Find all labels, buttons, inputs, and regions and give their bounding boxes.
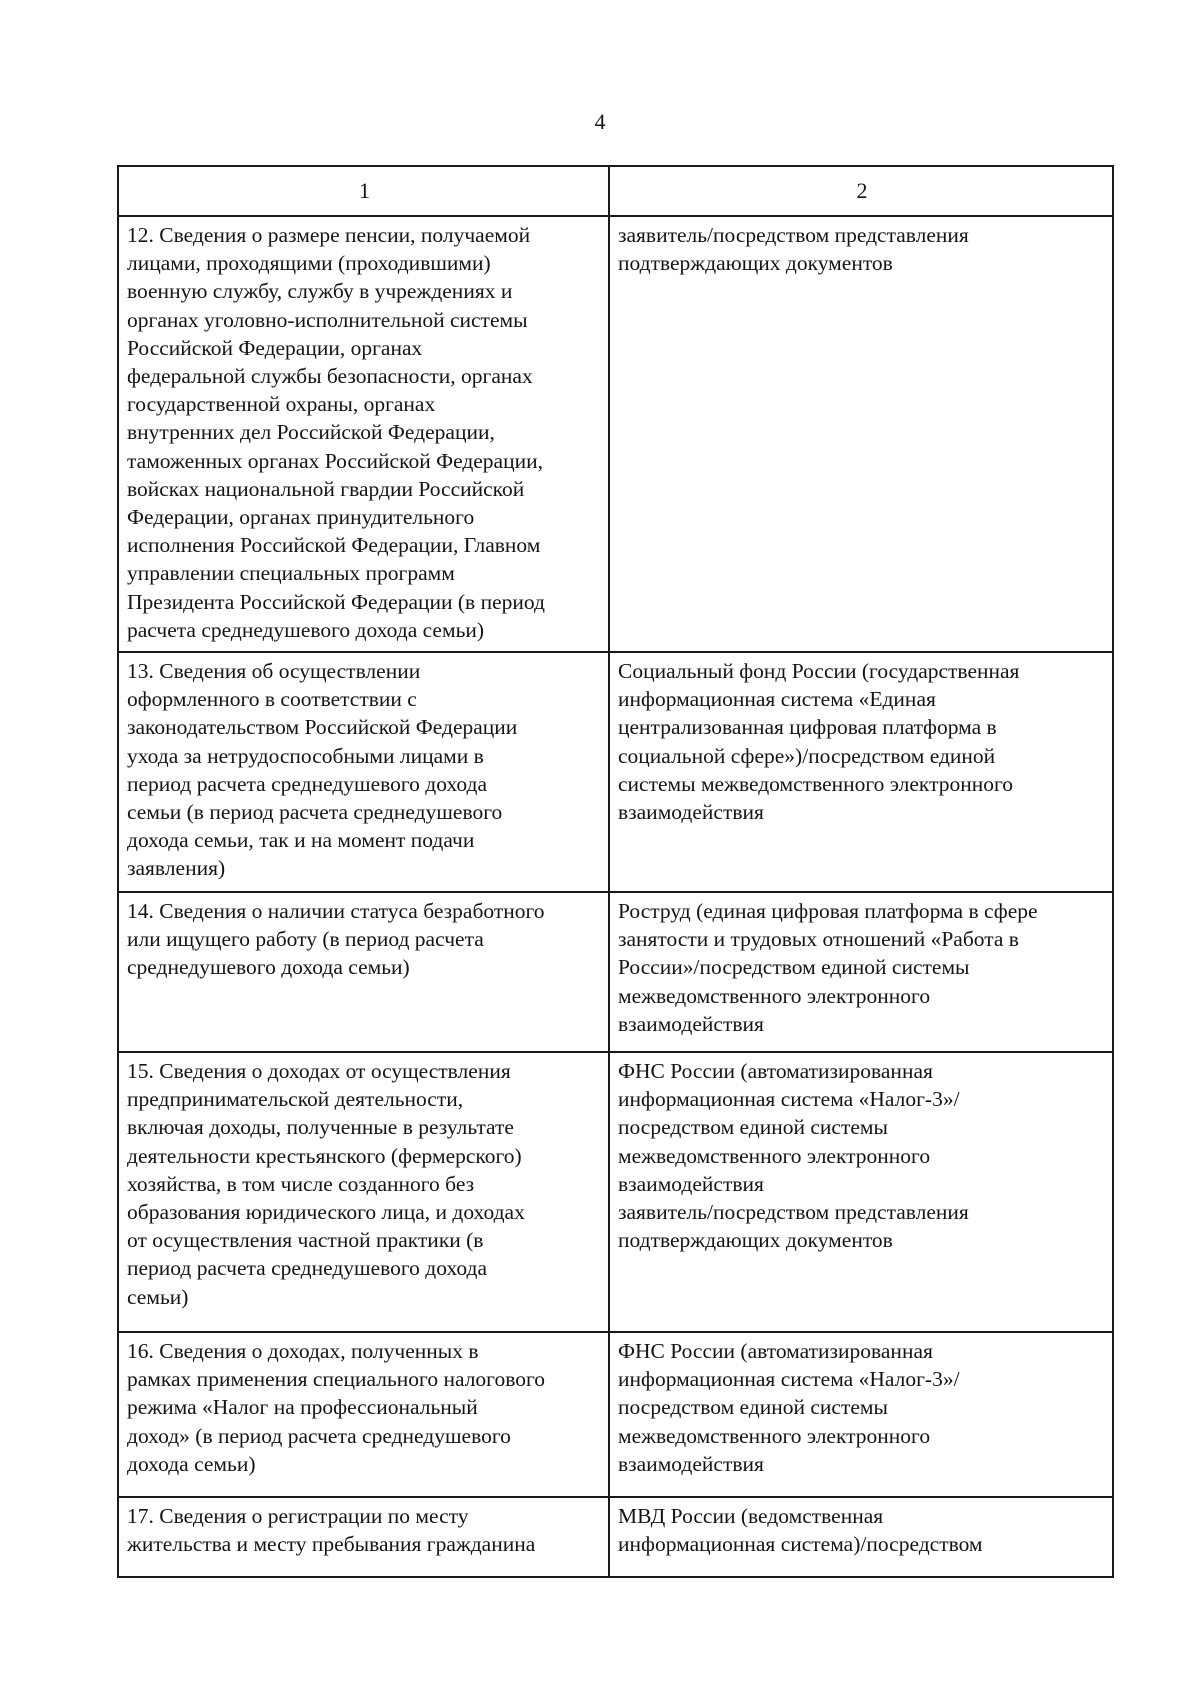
text-line: ухода за нетрудоспособными лицами в — [127, 743, 484, 768]
cell-item-13-source — [609, 652, 1113, 892]
text-line: период расчета среднедушевого дохода — [127, 1256, 487, 1281]
cell-item-17-source — [609, 1497, 1113, 1577]
text-line: или ищущего работу (в период расчета — [127, 927, 484, 952]
text-line: включая доходы, полученные в результате — [127, 1115, 514, 1140]
cell-item-17-subject — [118, 1497, 609, 1577]
text-line: взаимодействия — [618, 1011, 764, 1036]
text-line: рамках применения специального налогового — [127, 1367, 545, 1392]
text-line: федеральной службы безопасности, органах — [127, 364, 533, 389]
text-line: период расчета среднедушевого дохода — [127, 771, 487, 796]
text-line: семьи (в период расчета среднедушевого — [127, 800, 503, 825]
text-line: деятельности крестьянского (фермерского) — [127, 1143, 522, 1168]
text-line: дохода семьи) — [127, 1451, 256, 1476]
text-line: занятости и трудовых отношений «Работа в — [618, 927, 1019, 952]
text-line: межведомственного электронного — [618, 1423, 931, 1448]
table-row-item-17 — [118, 1497, 1113, 1577]
table-row-item-14 — [118, 892, 1113, 1052]
text-line: посредством единой системы — [618, 1395, 888, 1420]
text-line: органах уголовно-исполнительной системы — [127, 307, 528, 332]
text-line: оформленного в соответствии с — [127, 687, 417, 712]
text-line: управлении специальных программ — [127, 561, 455, 586]
text-line: информационная система)/посредством — [618, 1532, 983, 1557]
text-line: семьи) — [127, 1284, 189, 1309]
text-line: МВД России (ведомственная — [618, 1504, 884, 1528]
text-line: Роструд (единая цифровая платформа в сфере — [618, 899, 1038, 923]
text-line: 17. Сведения о регистрации по месту — [127, 1504, 469, 1528]
table-header-row — [118, 166, 1113, 216]
text-line: заявитель/посредством представления — [618, 1200, 969, 1225]
text-line: исполнения Российской Федерации, Главном — [127, 533, 541, 558]
text-line: таможенных органах Российской Федерации, — [127, 448, 543, 473]
text-line: Федерации, органах принудительного — [127, 505, 475, 530]
text-line: Российской Федерации, органах — [127, 335, 423, 360]
text-line: жительства и месту пребывания гражданина — [127, 1532, 536, 1557]
page-number: 4 — [594, 109, 606, 134]
text-line: заявитель/посредством представления — [618, 223, 969, 247]
text-line: лицами, проходящими (проходившими) — [127, 251, 491, 276]
text-line: государственной охраны, органах — [127, 392, 436, 417]
cell-item-16-subject — [118, 1332, 609, 1497]
text-line: образования юридического лица, и доходах — [127, 1200, 525, 1225]
text-line: подтверждающих документов — [618, 251, 893, 276]
column-header-2: 2 — [609, 166, 1113, 216]
text-line: военную службу, службу в учреждениях и — [127, 279, 513, 304]
text-line: информационная система «Единая — [618, 687, 936, 712]
text-line: дохода семьи, так и на момент подачи — [127, 828, 475, 853]
text-line: социальной сфере»)/посредством единой — [618, 743, 996, 768]
text-line: информационная система «Налог-3»/ — [618, 1367, 960, 1392]
column-header-1: 1 — [118, 166, 609, 216]
text-line: посредством единой системы — [618, 1115, 888, 1140]
text-line: 15. Сведения о доходах от осуществления — [127, 1059, 511, 1083]
text-line: России»/посредством единой системы — [618, 955, 970, 980]
cell-item-12-source — [609, 216, 1113, 652]
text-line: взаимодействия — [618, 1451, 764, 1476]
text-line: ФНС России (автоматизированная — [618, 1059, 933, 1083]
text-line: Социальный фонд России (государственная — [618, 659, 1020, 683]
text-line: взаимодействия — [618, 1171, 764, 1196]
table-row-item-15 — [118, 1052, 1113, 1332]
text-line: среднедушевого дохода семьи) — [127, 955, 410, 980]
text-line: войсках национальной гвардии Российской — [127, 476, 525, 501]
cell-item-15-source — [609, 1052, 1113, 1332]
text-line: законодательством Российской Федерации — [127, 715, 518, 740]
text-line: 12. Сведения о размере пенсии, получаемой — [127, 223, 531, 247]
text-line: хозяйства, в том числе созданного без — [127, 1171, 475, 1196]
text-line: Президента Российской Федерации (в период — [127, 589, 545, 614]
text-line: 16. Сведения о доходах, полученных в — [127, 1339, 479, 1363]
text-line: 13. Сведения об осуществлении — [127, 659, 421, 683]
text-line: предпринимательской деятельности, — [127, 1087, 464, 1112]
text-line: взаимодействия — [618, 800, 764, 825]
document-table — [117, 165, 1114, 1578]
text-line: ФНС России (автоматизированная — [618, 1339, 933, 1363]
text-line: 14. Сведения о наличии статуса безработного — [127, 899, 545, 923]
text-line: централизованная цифровая платформа в — [618, 715, 997, 740]
text-line: внутренних дел Российской Федерации, — [127, 420, 495, 445]
text-line: межведомственного электронного — [618, 983, 931, 1008]
cell-item-12-subject — [118, 216, 609, 652]
cell-item-13-subject — [118, 652, 609, 892]
text-line: информационная система «Налог-3»/ — [618, 1087, 960, 1112]
text-line: заявления) — [127, 856, 226, 881]
cell-item-16-source — [609, 1332, 1113, 1497]
text-line: подтверждающих документов — [618, 1228, 893, 1253]
table-row-item-12 — [118, 216, 1113, 652]
text-line: доход» (в период расчета среднедушевого — [127, 1423, 511, 1448]
text-line: системы межведомственного электронного — [618, 771, 1014, 796]
text-line: от осуществления частной практики (в — [127, 1228, 484, 1253]
cell-item-14-subject — [118, 892, 609, 1052]
table-row-item-13 — [118, 652, 1113, 892]
cell-item-15-subject — [118, 1052, 609, 1332]
text-line: режима «Налог на профессиональный — [127, 1395, 478, 1420]
cell-item-14-source — [609, 892, 1113, 1052]
text-line: межведомственного электронного — [618, 1143, 931, 1168]
table-row-item-16 — [118, 1332, 1113, 1497]
text-line: расчета среднедушевого дохода семьи) — [127, 617, 485, 642]
